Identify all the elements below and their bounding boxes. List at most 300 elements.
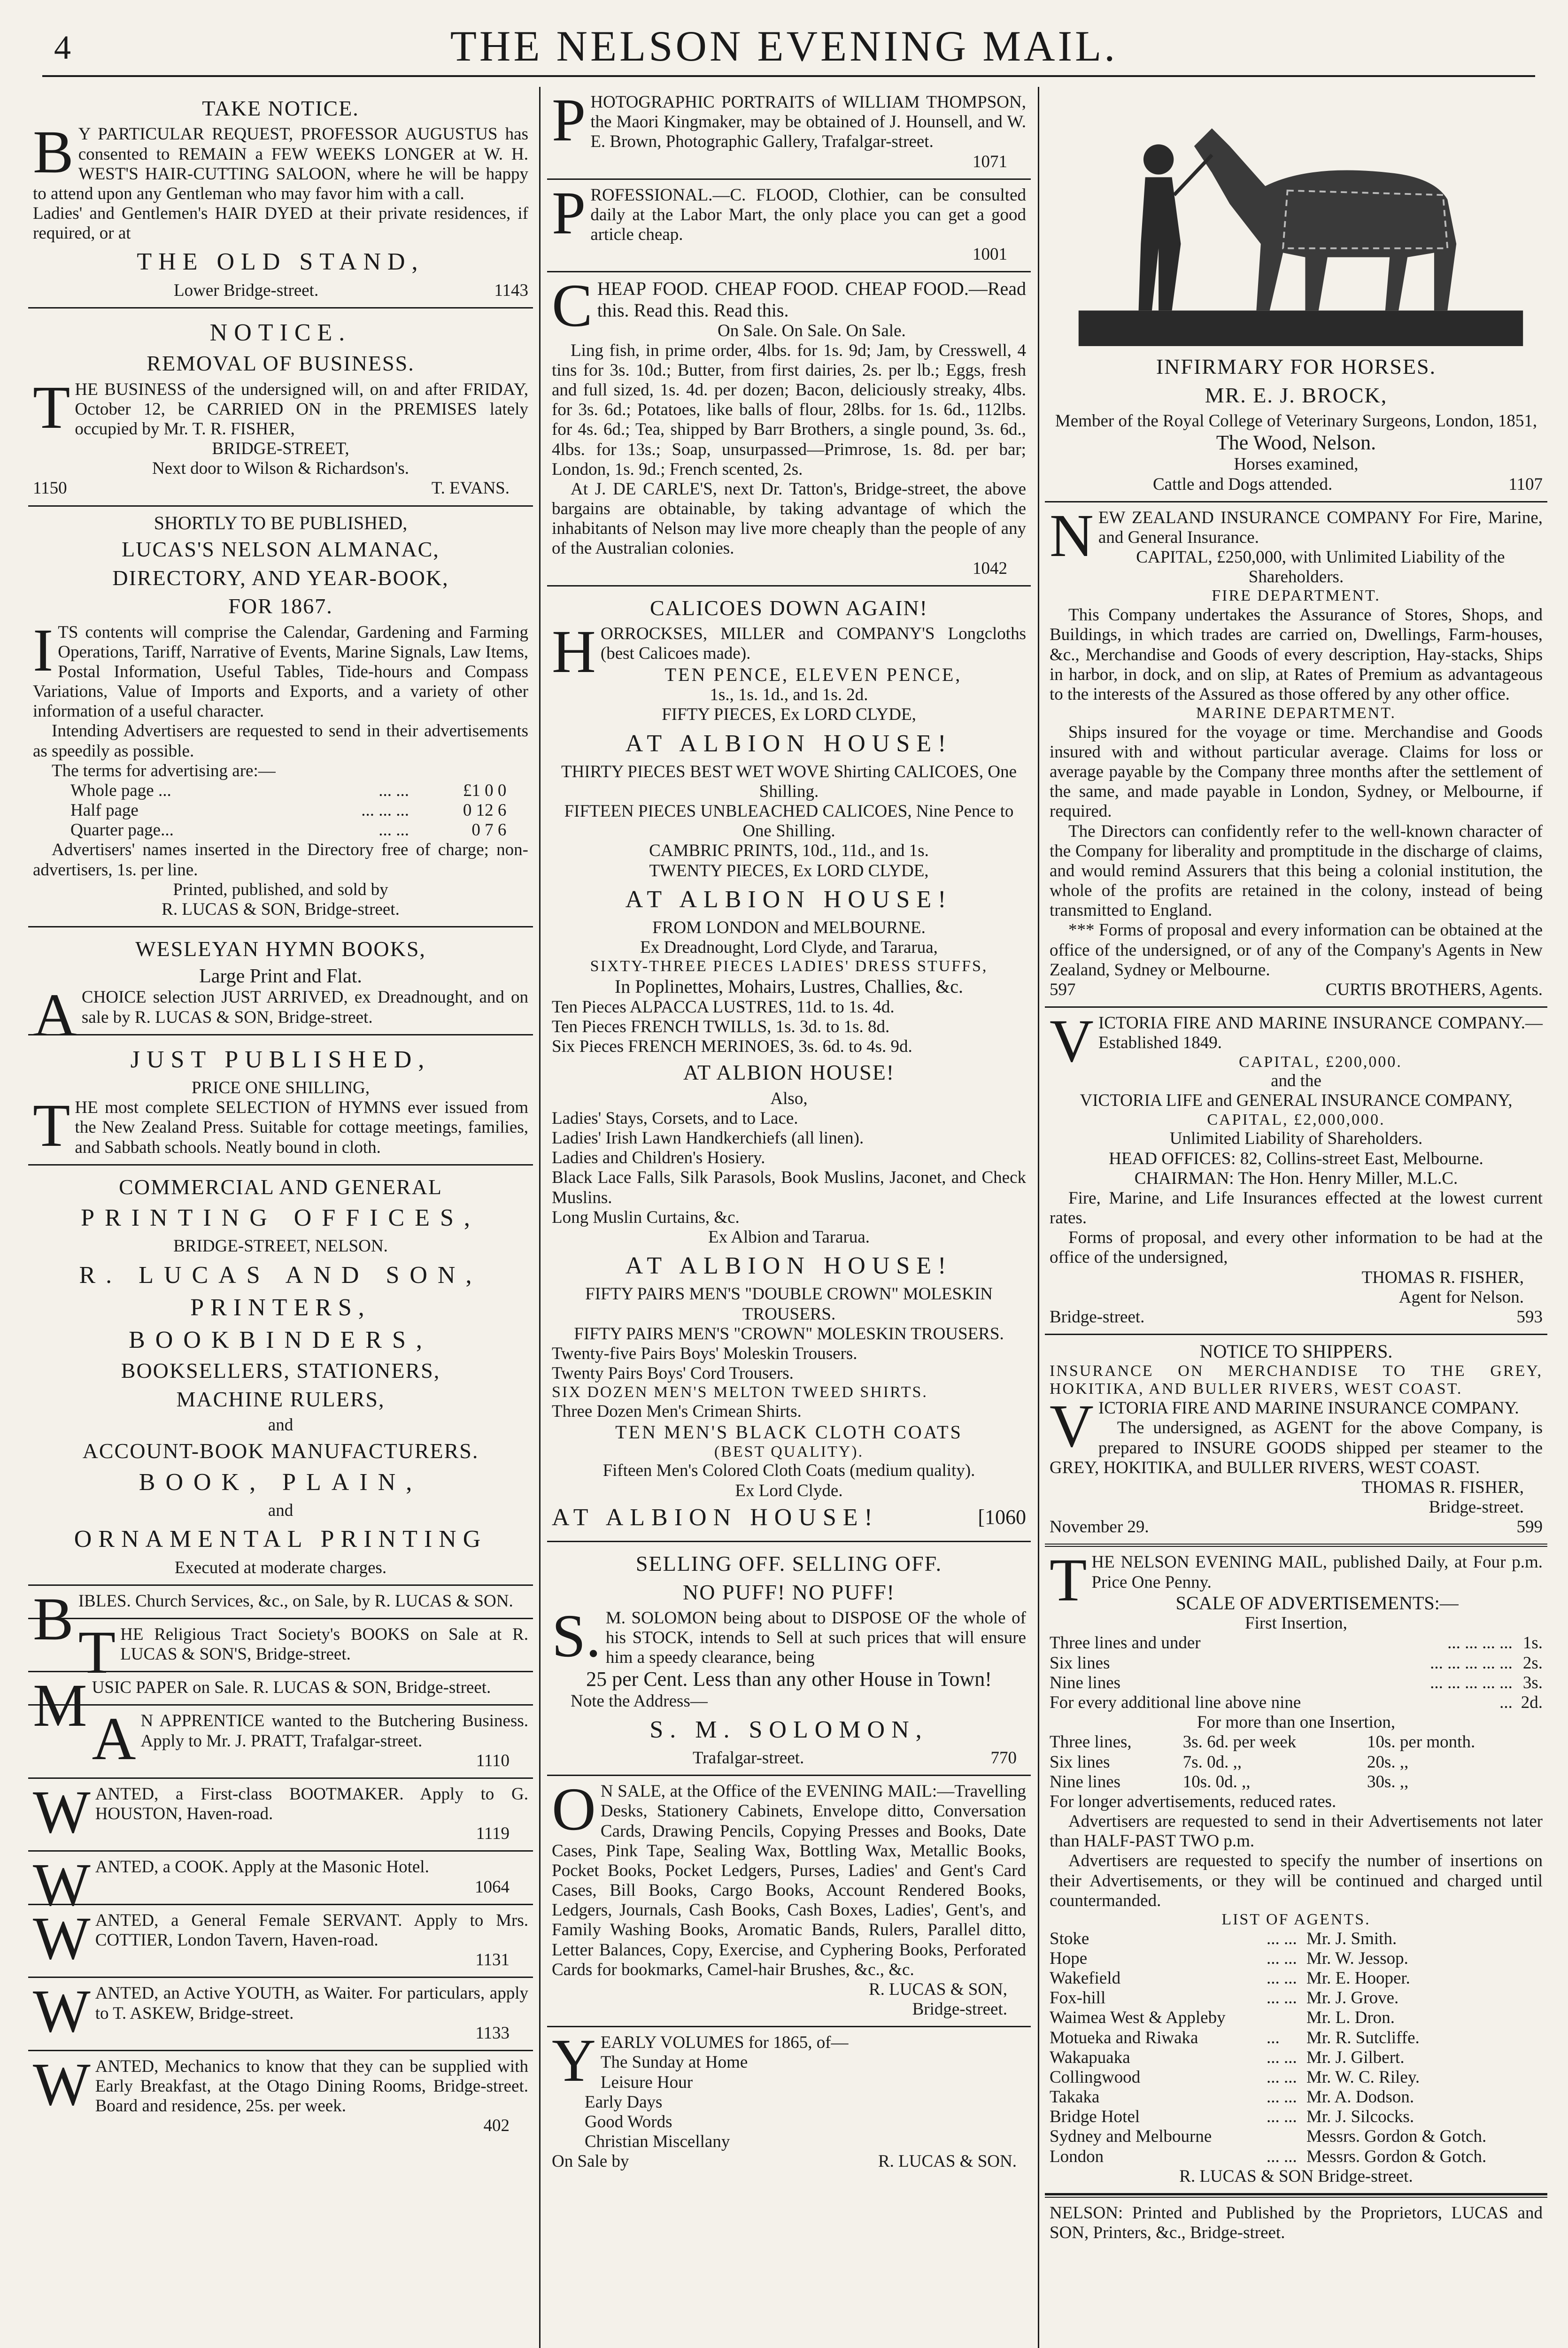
ad-line: FROM LONDON and MELBOURNE.: [652, 918, 926, 938]
ad-longer: For longer advertisements, reduced rates.: [1050, 1792, 1336, 1811]
rate-monthly: 10s. per month.: [1367, 1732, 1475, 1752]
rate-label: Nine lines: [1050, 1673, 1121, 1692]
ad-title: DIRECTORY, AND YEAR-BOOK,: [112, 565, 449, 590]
ad-body: THE Religious Tract Society's BOOKS on Sale at R. LUCAS & SON'S, Bridge-street.: [78, 1618, 528, 1686]
term-price: £1 0 0: [463, 780, 507, 800]
table-row: [1050, 1988, 1543, 2008]
list-item: SIX DOZEN MEN'S MELTON TWEED SHIRTS.: [552, 1383, 928, 1401]
albion-house-banner: AT ALBION HOUSE!: [683, 1060, 895, 1085]
albion-house-banner: AT ALBION HOUSE!: [625, 886, 953, 913]
list-item: Black Lace Falls, Silk Parasols, Book Muslins, Jaconet, and Check Muslins.: [552, 1168, 1026, 1207]
ad-printed: Printed, published, and sold by: [173, 880, 388, 899]
ad-horses: Horses examined,: [1234, 455, 1359, 474]
ad-heading: SHORTLY TO BE PUBLISHED,: [154, 512, 408, 533]
ad-heading: INFIRMARY FOR HORSES.: [1156, 355, 1437, 379]
ad-street: BRIDGE-STREET,: [212, 439, 349, 459]
ad-body: BIBLES. Church Services, &c., on Sale, by R. LUCAS & SON.: [33, 1585, 513, 1653]
ad-company: VICTORIA FIRE AND MARINE INSURANCE COMPANY.: [1050, 1392, 1519, 1460]
rate-label: Six lines: [1050, 1653, 1110, 1673]
ad-body: WANTED, a General Female SERVANT. Apply to Mrs. COTTIER, London Tavern, Haven-road.: [33, 1904, 528, 1972]
ad-body: Forms of proposal, and every other information to be had at the office of the undersigned,: [1050, 1228, 1543, 1267]
table-row: [1050, 1929, 1543, 1949]
ad-heading: NOTICE.: [209, 319, 352, 346]
rate-weekly: 3s. 6d. per week: [1182, 1732, 1297, 1752]
list-item: Six Pieces FRENCH MERINOES, 3s. 6d. to 4s. 9d.: [552, 1037, 912, 1057]
ad-body: This Company undertakes the Assurance of Stores, Shops, and Buildings, in which trades are carried on, Dwellings, Farm-houses, &c., Merchandise and Goods of every description, Hay-stacks, Ships in harbor, in dock, and on slip, at Rates of Premium as advantageous to the interests of the Assured as those offered by any other office.: [1050, 605, 1543, 704]
list-item: Ladies' Stays, Corsets, and to Lace.: [552, 1108, 798, 1128]
tracts-ad: [28, 1618, 533, 1686]
ad-line: In Poplinettes, Mohairs, Lustres, Challies, &c.: [614, 976, 964, 997]
ad-line: PRINTERS,: [190, 1294, 371, 1321]
hymn-books-ad: [28, 927, 533, 1050]
ad-percent: 25 per Cent. Less than any other House in Town!: [586, 1668, 992, 1691]
photographic-portraits-ad: [547, 87, 1031, 180]
ad-street: Bridge-street.: [1050, 1307, 1145, 1327]
ad-capital: CAPITAL, £200,000.: [1239, 1053, 1402, 1071]
agent-name: Mr. J. Gilbert.: [1306, 2047, 1405, 2067]
agent-place: Fox-hill: [1050, 1988, 1106, 2008]
ad-body: At J. DE CARLE'S, next Dr. Tatton's, Bridge-street, the above bargains are obtainable, by taking advantage of which the inhabitants of Nelson may live more cheaply than the people of any of the Australian colonies.: [552, 479, 1026, 558]
ad-subheading: REMOVAL OF BUSINESS.: [147, 351, 415, 376]
page-number: 4: [54, 29, 71, 66]
ad-line: and: [268, 1415, 294, 1435]
ad-body: BY PARTICULAR REQUEST, PROFESSOR AUGUSTUS has consented to REMAIN a FEW WEEKS LONGER at W. H. WEST'S HAIR-CUTTING SALOON, where he will be happy to attend upon any Gentleman who may favor him with a call.: [33, 118, 528, 203]
ad-line: PRINTING OFFICES,: [81, 1205, 480, 1232]
newspaper-title: THE NELSON EVENING MAIL.: [450, 22, 1118, 70]
ad-price: PRICE ONE SHILLING,: [191, 1078, 370, 1098]
cheap-food-ad: [547, 272, 1031, 586]
agent-dots: [1267, 2008, 1306, 2028]
ad-sale: On Sale. On Sale. On Sale.: [717, 321, 906, 340]
agent-dots: ... ...: [1267, 1948, 1297, 1968]
ad-number: 402: [483, 2116, 510, 2136]
removal-ad: [28, 309, 533, 507]
ad-body: ON SALE, at the Office of the EVENING MAIL:—Travelling Desks, Stationery Cabinets, Envelope ditto, Conversation Cards, Drawing Pencils, Copying Presses and Books, Date Cases, Pink Tape, Sealing Wax, Bottling Wax, Metallic Books, Pocket Books, Pocket Ledgers, Purses, Ladies' and Gent's Card Cases, Bill Books, Cargo Books, Account Rendered Books, Ledgers, Journals, Cash Books, Cash Boxes, Ladies', Gent's, and Family Washing Books, Aromatic Bands, Rulers, Parallel ditto, Letter Balances, Copy, Exercise, and Cyphering Books, Perforated Cards for bookmarks, Camel-hair Brushes, &c., &c.: [552, 1776, 1026, 1979]
agent-name: Mr. W. C. Riley.: [1306, 2067, 1420, 2087]
term-price: 0 7 6: [471, 820, 507, 840]
ad-number: 1119: [476, 1824, 510, 1844]
ad-number: 597: [1050, 980, 1076, 999]
table-row: [1050, 2008, 1543, 2028]
rate-weekly: 7s. 0d. ,,: [1182, 1752, 1242, 1772]
ad-member: Member of the Royal College of Veterinary Surgeons, London, 1851,: [1055, 411, 1537, 431]
ad-street: Bridge-street.: [912, 2000, 1007, 2019]
ad-body: Ships insured for the voyage or time. Merchandise and Goods insured with and without particular average. Claims for loss or average payable by the Company three months after the settlement of the same, and made payable in London, Sydney, or Melbourne, if required.: [1050, 722, 1543, 821]
ad-body: Advertisers are requested to specify the number of insertions on their Advertisements, or they will be continued and charged until countermanded.: [1050, 1851, 1543, 1910]
ad-street: Trafalgar-street.: [693, 1748, 804, 1768]
table-row: [70, 801, 506, 820]
rate-dots: ... ... ... ... ...: [1430, 1653, 1513, 1673]
ad-heading: TAKE NOTICE.: [202, 96, 359, 120]
ad-number: 1150: [33, 479, 67, 498]
ad-more: For more than one Insertion,: [1197, 1713, 1396, 1732]
table-row: [1050, 1949, 1543, 1969]
ad-place: THE OLD STAND,: [137, 248, 425, 276]
ad-body: WANTED, an Active YOUTH, as Waiter. For particulars, apply to T. ASKEW, Bridge-street.: [33, 1977, 528, 2046]
list-item: Good Words: [585, 2112, 672, 2132]
agent-place: Wakapuaka: [1050, 2047, 1130, 2067]
ad-heading: JUST PUBLISHED,: [130, 1046, 431, 1073]
mechanics-ad: [28, 2051, 533, 2143]
ad-section: MARINE DEPARTMENT.: [1196, 704, 1396, 722]
ad-number: [1060: [978, 1505, 1026, 1529]
ad-number: 1071: [973, 152, 1007, 171]
rate-dots: ...: [1499, 1693, 1513, 1712]
ad-line: Ex Dreadnought, Lord Clyde, and Tararua,: [640, 938, 938, 958]
ad-number: 1107: [1508, 474, 1543, 494]
table-row: [1050, 2068, 1543, 2087]
column-1: [28, 87, 533, 2348]
ad-body: S.M. SOLOMON being about to DISPOSE OF the whole of his STOCK, intends to Sell at such prices that will ensure him a speedy clearance, being: [552, 1602, 1026, 1670]
agent-name: Messrs. Gordon & Gotch.: [1306, 2127, 1487, 2147]
almanac-ad: [28, 507, 533, 927]
term-label: Whole page ...: [70, 780, 171, 800]
ad-heading: CALICOES DOWN AGAIN!: [650, 595, 928, 620]
table-row: [1050, 1673, 1543, 1693]
rate-price: 2s.: [1522, 1653, 1543, 1673]
ad-body: AN APPRENTICE wanted to the Butchering Business. Apply to Mr. J. PRATT, Trafalgar-street.: [92, 1705, 528, 1773]
ad-street: Bridge-street.: [1429, 1498, 1524, 1517]
agent-name: Mr. J. Silcocks.: [1306, 2107, 1414, 2127]
ad-terms-heading: The terms for advertising are:—: [52, 761, 276, 780]
table-row: [1050, 2147, 1543, 2167]
list-item: The Sunday at Home: [600, 2053, 748, 2072]
agent-dots: ... ...: [1267, 2067, 1297, 2087]
ad-heading: SELLING OFF. SELLING OFF.: [635, 1552, 942, 1576]
printing-offices-ad: [28, 1166, 533, 1586]
ground: [1079, 310, 1523, 346]
ad-body: The Directors can confidently refer to the well-known character of the Company for liberality and promptitude in the discharge of claims, and would remind Assurers that this being a colonial institution, the whole of the profits are retained in the colony, instead of being transmitted to England.: [1050, 821, 1543, 920]
ad-signature: THOMAS R. FISHER,: [1361, 1477, 1524, 1497]
rate-label: Three lines and under: [1050, 1633, 1201, 1653]
ad-body: PHOTOGRAPHIC PORTRAITS of WILLIAM THOMPSON, the Maori Kingmaker, may be obtained of J. Hounsell, and W. E. Brown, Photographic Gallery, Trafalgar-street.: [552, 87, 1026, 154]
ad-subheading: INSURANCE ON MERCHANDISE TO THE GREY, HOKITIKA, AND BULLER RIVERS, WEST COAST.: [1050, 1362, 1543, 1398]
agent-place: Waimea West & Appleby: [1050, 2008, 1226, 2028]
ad-sale: On Sale by: [552, 2152, 629, 2171]
servant-ad: [28, 1905, 533, 1978]
ad-line: Fifteen Men's Colored Cloth Coats (medium quality).: [602, 1461, 975, 1481]
agent-place: Bridge Hotel: [1050, 2107, 1140, 2127]
term-dots: ... ...: [378, 780, 409, 800]
table-row: [1050, 1753, 1543, 1772]
groom-figure: [1139, 177, 1181, 310]
rate-monthly: 30s. ,,: [1367, 1772, 1409, 1792]
selling-off-ad: [547, 1542, 1031, 1776]
ad-body: The undersigned, as AGENT for the above Company, is prepared to INSURE GOODS shipped per steamer to the GREY, HOKITIKA, and BULLER RIVERS, WEST COAST.: [1050, 1418, 1543, 1477]
agent-name: Mr. A. Dodson.: [1306, 2087, 1414, 2107]
ad-heading: NOTICE TO SHIPPERS.: [1199, 1341, 1393, 1362]
ad-capital: CAPITAL, £2,000,000.: [1207, 1111, 1385, 1128]
list-item: Leisure Hour: [600, 2072, 693, 2092]
ad-line: BOOKBINDERS,: [129, 1327, 433, 1354]
agent-place: Sydney and Melbourne: [1050, 2127, 1212, 2147]
ad-line: FIFTEEN PIECES UNBLEACHED CALICOES, Nine Pence to One Shilling.: [564, 802, 1014, 841]
agent-dots: ... ...: [1267, 2087, 1297, 2107]
ad-number: 1131: [475, 1950, 510, 1970]
agent-name: Mr. L. Dron.: [1306, 2008, 1395, 2028]
ad-place: The Wood, Nelson.: [1216, 431, 1376, 455]
ad-line: CHAIRMAN: The Hon. Henry Miller, M.L.C.: [1134, 1168, 1458, 1188]
ad-line: SIXTY-THREE PIECES LADIES' DRESS STUFFS,: [590, 958, 988, 975]
agents-table: [1050, 1929, 1543, 2167]
agent-name: Mr. J. Grove.: [1306, 1988, 1399, 2008]
table-row: [70, 781, 506, 801]
agent-name: Mr. J. Smith.: [1306, 1929, 1397, 1948]
groom-head: [1143, 144, 1174, 174]
ad-heading: WESLEYAN HYMN BOOKS,: [135, 937, 426, 961]
ad-title: LUCAS'S NELSON ALMANAC,: [122, 537, 440, 562]
ad-seller: R. LUCAS & SON.: [878, 2152, 1017, 2171]
ad-agents-heading: LIST OF AGENTS.: [1221, 1910, 1371, 1928]
shippers-notice-ad: [1045, 1335, 1547, 1547]
ad-signature: T. EVANS.: [431, 479, 510, 498]
bootmaker-ad: [28, 1779, 533, 1852]
ad-note: Advertisers' names inserted in the Directory free of charge; non-advertisers, 1s. per line.: [33, 840, 528, 880]
ad-body: ACHOICE selection JUST ARRIVED, ex Dreadnought, and on sale by R. LUCAS & SON, Bridge-street.: [33, 981, 528, 1050]
table-row: [1050, 2028, 1543, 2048]
ad-publisher: R. LUCAS & SON, Bridge-street.: [162, 899, 400, 919]
ad-subheading: Large Print and Flat.: [199, 965, 362, 987]
table-row: [70, 820, 506, 840]
evening-mail-ad: [1045, 1547, 1547, 2194]
horse-body: [1194, 128, 1456, 310]
ad-date: November 29.: [1050, 1517, 1149, 1537]
agent-place: Collingwood: [1050, 2067, 1141, 2087]
apprentice-ad: [28, 1706, 533, 1779]
ad-name: S. M. SOLOMON,: [649, 1716, 928, 1743]
ad-agent: Agent for Nelson.: [1398, 1287, 1524, 1307]
ad-line: FIFTY PAIRS MEN'S "DOUBLE CROWN" MOLESKIN TROUSERS.: [585, 1284, 993, 1324]
table-row: [1050, 2087, 1543, 2107]
list-item: Early Days: [585, 2092, 663, 2112]
term-price: 0 12 6: [463, 801, 507, 820]
ad-heading: YEARLY VOLUMES for 1865, of—: [552, 2027, 849, 2095]
ad-scale: SCALE OF ADVERTISEMENTS:—: [1175, 1592, 1459, 1614]
ad-number: 1133: [475, 2023, 510, 2043]
agent-dots: ... ...: [1267, 2147, 1297, 2166]
imprint-text: NELSON: Printed and Published by the Proprietors, LUCAS and SON, Printers, &c., Bridge-street.: [1050, 2203, 1543, 2243]
calicoes-ad: [547, 587, 1031, 1542]
list-item: Ten Pieces FRENCH TWILLS, 1s. 3d. to 1s. 8d.: [552, 1017, 890, 1036]
list-item: Ladies and Children's Hosiery.: [552, 1148, 765, 1168]
agent-place: London: [1050, 2147, 1104, 2166]
albion-house-banner: AT ALBION HOUSE!: [625, 730, 953, 757]
ad-number: 593: [1516, 1307, 1543, 1327]
youth-ad: [28, 1978, 533, 2051]
table-row: [1050, 2107, 1543, 2127]
ad-next-door: Next door to Wilson & Richardson's.: [152, 459, 409, 479]
ad-line: CAMBRIC PRINTS, 10d., 11d., and 1s.: [649, 841, 929, 861]
agent-name: Mr. R. Sutcliffe.: [1306, 2028, 1420, 2047]
ad-line: MACHINE RULERS,: [176, 1387, 385, 1411]
rate-price: 3s.: [1522, 1673, 1543, 1692]
agent-dots: ... ...: [1267, 2047, 1297, 2067]
agent-place: Stoke: [1050, 1929, 1089, 1948]
list-item: Ten Pieces ALPACCA LUSTRES, 11d. to 1s. 4d.: [552, 997, 895, 1017]
ad-number: 599: [1516, 1517, 1543, 1537]
on-sale-ad: [547, 1776, 1031, 2027]
rate-monthly: 20s. ,,: [1367, 1752, 1409, 1772]
ad-body: Ling fish, in prime order, 4lbs. for 1s. 9d; Jam, by Cresswell, 4 tins for 3s. 10d.; Butter, from first dairies, 2s. per lb.; Eggs, fresh and full sized, 1s. 4d. per dozen; Bacon, deliciously streaky, 4lbs. for 3s. 6d.; Potatoes, like balls of flour, 28lbs. for 1s. 6d., 112lbs. for 4s. 6d.; Tea, shipped by Barr Brothers, a single pound, 3s. 6d., 4lbs. for 13s.; Soap, unsurpassed—Primrose, 1s. 8d. per bar; London, 1s. 9d.; French scented, 2s.: [552, 340, 1026, 479]
ad-line: VICTORIA LIFE and GENERAL INSURANCE COMPANY,: [1080, 1091, 1513, 1111]
table-row: [1050, 1693, 1543, 1713]
rate-dots: ... ... ... ...: [1447, 1633, 1513, 1653]
ad-section: FIRE DEPARTMENT.: [1212, 587, 1381, 605]
infirmary-ad: [1045, 87, 1547, 502]
ad-year: FOR 1867.: [228, 594, 333, 618]
column-divider: [1038, 87, 1039, 2348]
ad-body: ITS contents will comprise the Calendar, Gardening and Farming Operations, Tariff, Narrative of Events, Marine Signals, Law Items, Postal Information, Useful Tables, Tide-hours and Compass Variations, Value of Imports and Exports, and a variety of other information of a useful character.: [33, 616, 528, 721]
ad-line: BRIDGE-STREET, NELSON.: [173, 1236, 388, 1256]
masthead: [0, 0, 1568, 75]
ad-number: 1143: [494, 280, 528, 300]
ad-line: Ex Albion and Tararua.: [708, 1227, 870, 1247]
agent-dots: ... ...: [1267, 1988, 1297, 2008]
rate-price: 2d.: [1521, 1693, 1543, 1712]
ad-body: WANTED, a First-class BOOTMAKER. Apply to G. HOUSTON, Haven-road.: [33, 1778, 528, 1846]
rate-weekly: 10s. 0d. ,,: [1182, 1772, 1251, 1792]
ad-body: THE BUSINESS of the undersigned will, on and after FRIDAY, October 12, be CARRIED ON in the PREMISES lately occupied by Mr. T. R. FISHER,: [33, 373, 528, 441]
albion-house-banner: AT ALBION HOUSE!: [552, 1504, 879, 1531]
term-label: Quarter page...: [70, 820, 174, 840]
ad-heading: THE NELSON EVENING MAIL, published Daily, at Four p.m. Price One Penny.: [1050, 1546, 1543, 1614]
agent-name: Mr. E. Hooper.: [1306, 1968, 1410, 1988]
first-insertion-table: [1050, 1633, 1543, 1713]
masthead-rule: [42, 75, 1535, 77]
rate-dots: ... ... ... ... ...: [1430, 1673, 1513, 1692]
ad-line: COMMERCIAL AND GENERAL: [119, 1174, 442, 1199]
ad-line: FIFTY PIECES, Ex LORD CLYDE,: [662, 705, 916, 725]
ad-line: HEAD OFFICES: 82, Collins-street East, Melbourne.: [1109, 1149, 1483, 1168]
ad-cattle: Cattle and Dogs attended.: [1153, 474, 1333, 494]
ad-signature: R. LUCAS & SON,: [868, 1979, 1007, 1999]
ad-number: 1064: [475, 1877, 510, 1897]
ad-signature: THOMAS R. FISHER,: [1361, 1267, 1524, 1287]
rate-price: 1s.: [1522, 1633, 1543, 1653]
ad-body: *** Forms of proposal and every information can be obtained at the office of the undersigned, or of any of the Company's Agents in New Zealand, Sydney or Melbourne.: [1050, 920, 1543, 980]
ad-line: BOOKSELLERS, STATIONERS,: [121, 1359, 440, 1383]
agent-dots: ... ...: [1267, 1968, 1297, 1988]
column-2: [547, 87, 1031, 2348]
ad-body: MUSIC PAPER on Sale. R. LUCAS & SON, Bridge-street.: [33, 1672, 491, 1740]
cook-ad: [28, 1851, 533, 1919]
list-item: Twenty-five Pairs Boys' Moleskin Trousers.: [552, 1344, 857, 1363]
table-row: [1050, 1772, 1543, 1792]
ad-agents: CURTIS BROTHERS, Agents.: [1325, 980, 1543, 999]
ad-line: (BEST QUALITY).: [714, 1443, 864, 1460]
ad-number: 770: [990, 1748, 1017, 1768]
term-label: Half page: [70, 801, 139, 820]
ad-body: PROFESSIONAL.—C. FLOOD, Clothier, can be consulted daily at the Labor Mart, the only place you can get a good article cheap.: [552, 179, 1026, 247]
ad-name: MR. E. J. BROCK,: [1205, 383, 1388, 407]
agent-place: Hope: [1050, 1948, 1088, 1968]
list-item: Ladies' Irish Lawn Handkerchiefs (all linen).: [552, 1128, 864, 1148]
ad-body: WANTED, Mechanics to know that they can be supplied with Early Breakfast, at the Otago Dining Rooms, Bridge-street. Board and residence, 25s. per week.: [33, 2050, 528, 2118]
agent-dots: ...: [1267, 2028, 1280, 2047]
ad-line: ACCOUNT-BOOK MANUFACTURERS.: [82, 1439, 479, 1463]
column-divider: [539, 87, 541, 2348]
term-dots: ... ...: [378, 820, 409, 840]
rate-label: Six lines: [1050, 1752, 1110, 1772]
agent-name: Mr. W. Jessop.: [1306, 1948, 1408, 1968]
ad-first: First Insertion,: [1245, 1614, 1347, 1633]
table-row: [1050, 1633, 1543, 1653]
list-item: Twenty Pairs Boys' Cord Trousers.: [552, 1364, 794, 1383]
ad-advertisers: Intending Advertisers are requested to send in their advertisements as speedily as possible.: [33, 721, 528, 761]
ad-number: 1042: [973, 558, 1007, 578]
albion-house-banner: AT ALBION HOUSE!: [625, 1252, 953, 1280]
column-3: [1045, 87, 1547, 2348]
more-insertions-table: [1050, 1732, 1543, 1792]
take-notice-ad: [28, 87, 533, 309]
ad-line: THIRTY PIECES BEST WET WOVE Shirting CALICOES, One Shilling.: [561, 762, 1017, 801]
rate-label: Three lines,: [1050, 1732, 1132, 1752]
ad-line: TEN MEN'S BLACK CLOTH COATS: [615, 1421, 963, 1443]
printer-imprint: [1045, 2194, 1547, 2249]
agent-dots: ... ...: [1267, 1929, 1297, 1948]
yearly-volumes-ad: [547, 2027, 1031, 2178]
term-dots: ... ... ...: [361, 801, 409, 820]
agent-dots: ... ...: [1267, 2107, 1297, 2127]
table-row: [1050, 2048, 1543, 2068]
horse-illustration: [1068, 97, 1533, 346]
ad-number: 1110: [476, 1751, 510, 1770]
victoria-insurance-ad: [1045, 1008, 1547, 1335]
ad-heading: CHEAP FOOD. CHEAP FOOD. CHEAP FOOD.—Read this. Read this. Read this.: [552, 272, 1026, 340]
terms-table: [70, 781, 506, 841]
ad-intro: HORROCKSES, MILLER and COMPANY'S Longcloths (best Calicoes made).: [552, 618, 1026, 686]
list-item: Three Dozen Men's Crimean Shirts.: [552, 1401, 802, 1421]
ad-lucas: R. LUCAS & SON Bridge-street.: [1179, 2166, 1413, 2186]
table-row: [1050, 1732, 1543, 1752]
ad-line: Also,: [770, 1089, 808, 1108]
ad-heading: VICTORIA FIRE AND MARINE INSURANCE COMPANY.—Established 1849.: [1050, 1007, 1543, 1075]
ad-number: 1001: [973, 245, 1007, 264]
agent-place: Motueka and Riwaka: [1050, 2028, 1198, 2047]
ad-line: Unlimited Liability of Shareholders.: [1169, 1129, 1423, 1149]
ad-capital: CAPITAL, £250,000, with Unlimited Liability of the Shareholders.: [1136, 548, 1505, 587]
agent-dots: [1267, 2127, 1306, 2147]
ad-body: WANTED, a COOK. Apply at the Masonic Hotel.: [33, 1851, 429, 1919]
ad-body: THE most complete SELECTION of HYMNS ever issued from the New Zealand Press. Suitable for cottage meetings, families, and Sabbath schools. Neatly bound in cloth.: [33, 1092, 528, 1160]
ad-line: TWENTY PIECES, Ex LORD CLYDE,: [649, 861, 929, 880]
ad-line: BOOK, PLAIN,: [139, 1468, 423, 1496]
ad-street: Lower Bridge-street.: [174, 280, 319, 300]
agent-place: Wakefield: [1050, 1968, 1121, 1988]
ad-line: and: [268, 1501, 294, 1521]
ad-line: and the: [1271, 1071, 1321, 1091]
nz-insurance-ad: [1045, 502, 1547, 1008]
agent-place: Takaka: [1050, 2087, 1100, 2107]
ad-heading: NEW ZEALAND INSURANCE COMPANY For Fire, Marine, and General Insurance.: [1050, 502, 1543, 570]
list-item: Long Muslin Curtains, &c.: [552, 1207, 740, 1227]
ad-body: Fire, Marine, and Life Insurances effected at the lowest current rates.: [1050, 1188, 1543, 1228]
ad-prices: TEN PENCE, ELEVEN PENCE,: [664, 664, 962, 685]
list-item: Christian Miscellany: [585, 2132, 730, 2152]
ad-line: ORNAMENTAL PRINTING: [74, 1526, 487, 1553]
professional-ad: [547, 180, 1031, 273]
table-row: [1050, 2127, 1543, 2147]
ad-note: Note the Address—: [571, 1691, 708, 1711]
ad-line: Ex Lord Clyde.: [735, 1481, 843, 1500]
groom-lead: [1174, 155, 1212, 195]
ad-body: Ladies' and Gentlemen's HAIR DYED at their private residences, if required, or at: [33, 204, 528, 243]
ad-body: Advertisers are requested to send in their Advertisements not later than HALF-PAST TWO p.m.: [1050, 1812, 1543, 1851]
table-row: [1050, 1969, 1543, 1988]
rate-label: For every additional line above nine: [1050, 1693, 1301, 1712]
ad-subheading: NO PUFF! NO PUFF!: [683, 1580, 895, 1604]
table-row: [1050, 1653, 1543, 1673]
